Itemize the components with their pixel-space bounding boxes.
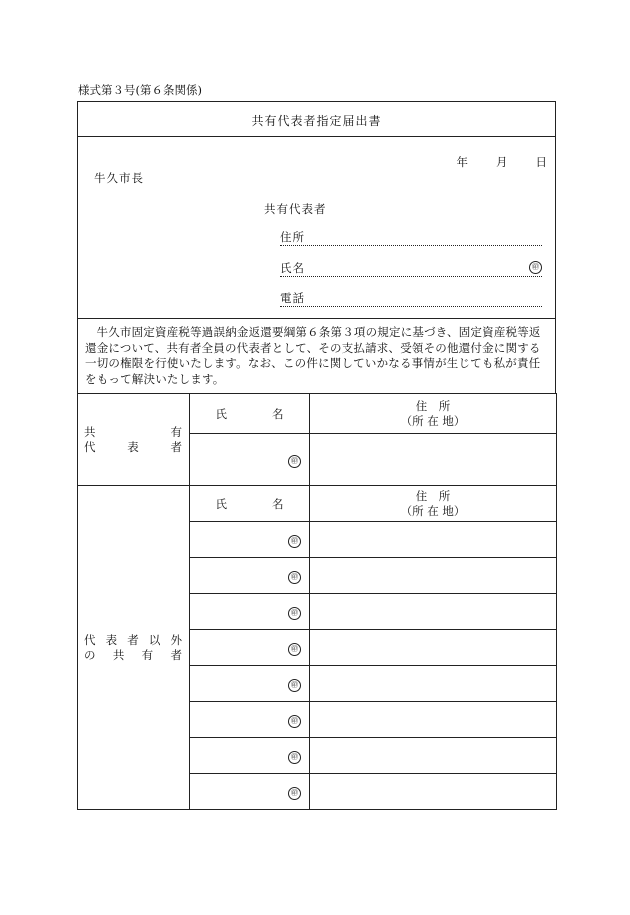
phone-field[interactable] [280, 290, 542, 307]
co-label-line1: 代表者以外 [84, 632, 182, 647]
seal-icon: ㊞ [288, 751, 301, 764]
addressee: 牛久市長 [94, 171, 144, 185]
representative-label-cell [78, 394, 190, 486]
co-address-cell[interactable] [310, 522, 557, 558]
statement-text: 牛久市固定資産税等過誤納金返還要綱第６条第３項の規定に基づき、固定資産税等返還金について、共有者全員の代表者として、その支払請求、受領その他還付金に関する一切の権限を行使いたします。なお、この件に関していかなる事情が生じても私が責任をもって解決いたします。 [85, 325, 541, 386]
date-day[interactable]: 日 [535, 155, 547, 169]
rep-address-cell[interactable] [310, 434, 557, 486]
co-address-cell[interactable] [310, 594, 557, 630]
title-box [77, 101, 556, 137]
co-name-cell[interactable] [190, 630, 310, 666]
rep-name-cell[interactable] [190, 434, 310, 486]
statement-section [77, 318, 556, 394]
co-address-cell[interactable] [310, 630, 557, 666]
date-year[interactable]: 年 [456, 155, 468, 169]
co-name-cell[interactable] [190, 558, 310, 594]
co-name-cell[interactable] [190, 774, 310, 810]
seal-icon: ㊞ [529, 261, 542, 274]
rep-name-header: 氏 名 [190, 394, 310, 434]
representative-table [77, 393, 557, 486]
co-address-cell[interactable] [310, 702, 557, 738]
seal-icon: ㊞ [288, 679, 301, 692]
seal-icon: ㊞ [288, 535, 301, 548]
rep-label-line1: 共 有 [84, 424, 182, 439]
seal-icon: ㊞ [288, 571, 301, 584]
address-field[interactable] [280, 229, 542, 246]
co-name-cell[interactable] [190, 738, 310, 774]
co-owners-label-cell [78, 486, 190, 810]
representative-heading: 共有代表者 [264, 202, 327, 216]
co-label-line2: の 共 有 者 [84, 647, 182, 662]
co-address-cell[interactable] [310, 738, 557, 774]
co-address-cell[interactable] [310, 666, 557, 702]
co-owners-table [77, 485, 557, 810]
seal-icon: ㊞ [288, 787, 301, 800]
date-month[interactable]: 月 [496, 155, 508, 169]
address-label: 住所 [280, 230, 305, 244]
seal-icon: ㊞ [288, 607, 301, 620]
co-name-cell[interactable] [190, 666, 310, 702]
co-name-cell[interactable] [190, 522, 310, 558]
name-field[interactable] [280, 260, 542, 277]
seal-icon: ㊞ [288, 455, 301, 468]
seal-icon: ㊞ [288, 643, 301, 656]
co-name-header: 氏 名 [190, 486, 310, 522]
phone-label: 電話 [280, 291, 305, 305]
rep-label-line2: 代表者 [84, 439, 182, 454]
co-address-cell[interactable] [310, 558, 557, 594]
addressee-section [77, 136, 556, 319]
rep-address-header: 住 所 （所 在 地） [310, 394, 557, 434]
document-title: 共有代表者指定届出書 [251, 114, 382, 128]
co-name-cell[interactable] [190, 702, 310, 738]
form-code: 様式第３号(第６条関係) [78, 83, 202, 97]
co-address-header: 住 所 （所 在 地） [310, 486, 557, 522]
name-label: 氏名 [280, 261, 305, 275]
co-name-cell[interactable] [190, 594, 310, 630]
date-line [429, 154, 548, 170]
co-address-cell[interactable] [310, 774, 557, 810]
seal-icon: ㊞ [288, 715, 301, 728]
